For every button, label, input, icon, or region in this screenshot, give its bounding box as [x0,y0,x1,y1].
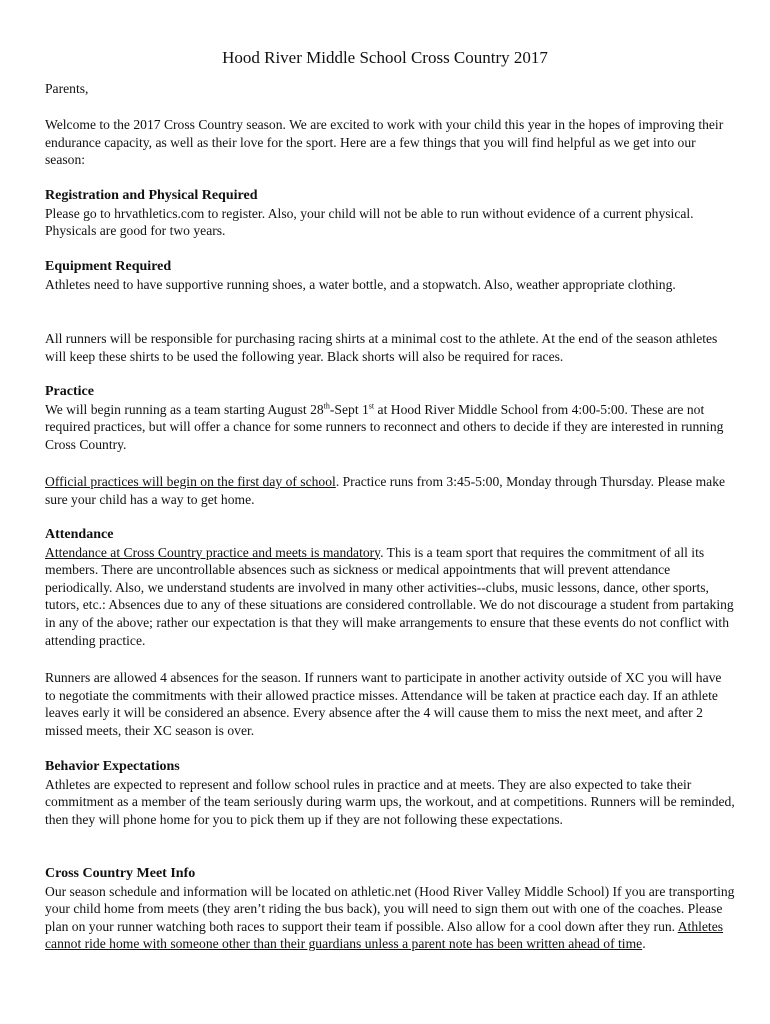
attendance-paragraph-2: Runners are allowed 4 absences for the season. If runners want to participate in another activity outside of XC you will have to negotiate the commitments with their allowed practice misses. Attendance will be taken at practice each day. If an athlete leaves early it will be considered an absence. Every absence after the 4 will cause them to miss the next meet, and after 2 missed meets, their XC season is over. [45,670,722,738]
practice-times: . Practice runs from 3:45-5:00, Monday through Thursday. Please make sure your child has a way to get home. [45,474,726,507]
meet-info-heading: Cross Country Meet Info [45,866,196,881]
behavior-section [45,758,735,828]
guardian-rule: Athletes cannot ride home with someone other than their guardians unless a parent note has been written ahead of time [45,918,724,952]
intro-paragraph: Welcome to the 2017 Cross Country season. We are excited to work with your child this year in the hopes of improving their endurance capacity, as well as their love for the sport. Here are a few things that you will find helpful as we get into our season: [45,117,724,168]
equipment-section [45,258,735,293]
equipment-heading: Equipment Required [45,259,172,274]
practice-paragraph-1 [45,401,735,454]
practice-paragraph-2 [45,473,735,508]
equipment-body-1: Athletes need to have supportive running shoes, a water bottle, and a stopwatch. Also, weather appropriate clothing. [45,276,676,292]
practice-text-c: at Hood River Middle School from 4:00-5:00. These are not required practices, but will offer a chance for some runners to reconnect and others to decide if they are interested in running Cross Country. [45,401,724,452]
behavior-body: Athletes are expected to represent and follow school rules in practice and at meets. They are also expected to take their commitment as a member of the team seriously during warm ups, the workout, and at competitions. Runners will be reminded, then they will phone home for you to pick them up if they are not following these expectations. [45,776,735,827]
meet-info-body [45,883,735,953]
practice-heading: Practice [45,384,94,399]
page-title: Hood River Middle School Cross Country 2017 [222,48,548,67]
practice-sup-st: st [368,401,375,411]
meet-info-text: Our season schedule and information will be located on athletic.net (Hood River Valley Middle School) If you are transporting your child home from meets (they aren’t riding the bus back), you will need to sign them out with one of the coaches. Please plan on your runner watching both races to support their team if possible. Also allow for a cool down after they run. [45,883,735,934]
official-practices-note: Official practices will begin on the first day of school [45,474,336,489]
attendance-text: . This is a team sport that requires the commitment of all its members. There are uncontrollable absences such as sickness or medical appointments that will prevent attendance periodically. Also, we understand students are involved in many other activities--clubs, music lessons, dance, other sports, tutors, etc.: Absences due to any of these situations are considered controllable. We do not discourage a student from partaking in any of the above; rather our expectation is that they will make arrangements to ensure that these events do not conflict with attending practice. [45,544,734,648]
registration-body: Please go to hrvathletics.com to register. Also, your child will not be able to run without evidence of a current physical. Physicals are good for two years. [45,205,694,239]
practice-text-a: We will begin running as a team starting August 28 [45,401,324,417]
practice-text-b: -Sept 1 [329,401,369,417]
attendance-paragraph-1 [45,544,735,650]
meet-info-end: . [642,936,646,952]
practice-sup-th: th [323,401,330,411]
attendance-section [45,526,735,649]
meet-info-section [45,865,735,953]
behavior-heading: Behavior Expectations [45,759,180,774]
practice-section [45,383,735,453]
registration-section [45,187,735,240]
salutation: Parents, [45,81,89,96]
attendance-mandatory: Attendance at Cross Country practice and meets is mandatory [45,544,381,560]
equipment-body-2: All runners will be responsible for purchasing racing shirts at a minimal cost to the athlete. At the end of the season athletes will keep these shirts to be used the following year. Black shorts will also be required for races. [45,331,718,364]
attendance-heading: Attendance [45,527,114,542]
registration-heading: Registration and Physical Required [45,188,258,203]
